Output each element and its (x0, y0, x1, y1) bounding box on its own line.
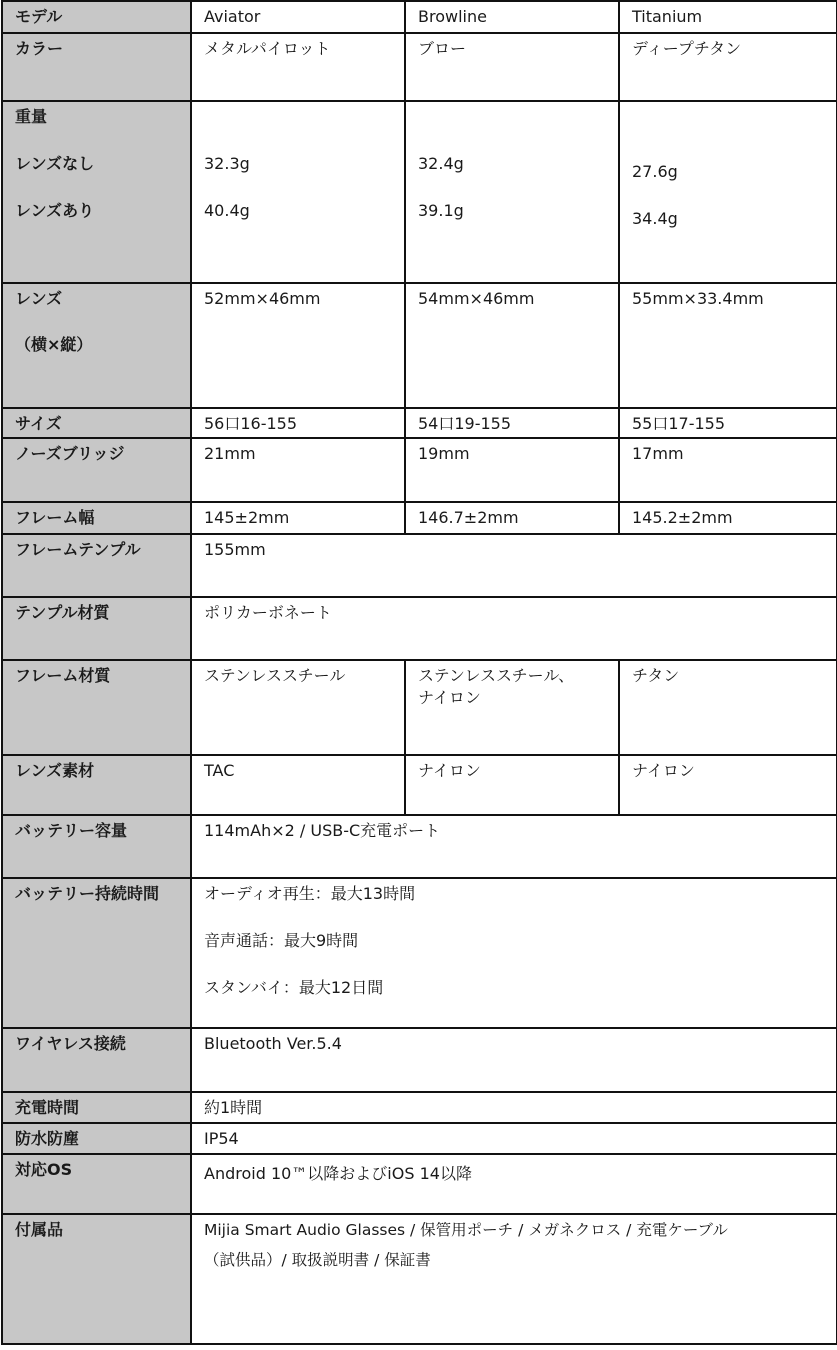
accessories-line2: （試供品）/ 取扱説明書 / 保証書 (204, 1251, 431, 1269)
lens-label: レンズ (15, 289, 63, 308)
frame-material-aviator: ステンレススチール (191, 660, 405, 755)
weight-no-lens-label: レンズなし (15, 154, 95, 173)
weight-label-cell (2, 101, 191, 283)
lens-material-browline: ナイロン (405, 755, 619, 815)
frame-material-browline-line1: ステンレススチール、 (418, 666, 575, 685)
row-weight (2, 101, 837, 283)
size-label: サイズ (2, 408, 191, 438)
battery-life-label: バッテリー持続時間 (2, 878, 191, 1028)
weight-aviator-no-lens: 32.3g (204, 154, 250, 173)
os-label: 対応OS (2, 1154, 191, 1214)
os-value (191, 1154, 837, 1214)
weight-titanium-with-lens: 34.4g (632, 209, 678, 228)
bridge-titanium: 17mm (619, 438, 837, 502)
model-titanium: Titanium (619, 1, 837, 33)
os-value-text: Android 10™以降およびiOS 14以降 (204, 1164, 472, 1183)
lens-browline: 54mm×46mm (405, 283, 619, 408)
lens-titanium: 55mm×33.4mm (619, 283, 837, 408)
waterproof-value: IP54 (191, 1123, 837, 1154)
row-size (2, 408, 837, 438)
row-color (2, 33, 837, 101)
charge-time-value: 約1時間 (191, 1092, 837, 1123)
row-wireless (2, 1028, 837, 1092)
battery-label: バッテリー容量 (2, 815, 191, 878)
temple-material-label: テンプル材質 (2, 597, 191, 660)
battery-life-standby: スタンバイ：最大12日間 (204, 978, 384, 997)
weight-browline (405, 101, 619, 283)
weight-with-lens-label: レンズあり (15, 201, 95, 220)
row-charge-time (2, 1092, 837, 1123)
lens-aviator: 52mm×46mm (191, 283, 405, 408)
size-aviator: 56口16-155 (191, 408, 405, 438)
bridge-browline: 19mm (405, 438, 619, 502)
battery-life-call: 音声通話：最大9時間 (204, 931, 359, 950)
row-lens (2, 283, 837, 408)
row-frame-material (2, 660, 837, 755)
frame-width-label: フレーム幅 (2, 502, 191, 534)
weight-label: 重量 (15, 107, 48, 126)
frame-width-aviator: 145±2mm (191, 502, 405, 534)
row-frame-width (2, 502, 837, 534)
accessories-line1: Mijia Smart Audio Glasses / 保管用ポーチ / メガネクロス / 充電ケーブル (204, 1221, 728, 1239)
bridge-aviator: 21mm (191, 438, 405, 502)
frame-material-browline (405, 660, 619, 755)
weight-aviator (191, 101, 405, 283)
size-browline: 54口19-155 (405, 408, 619, 438)
weight-titanium (619, 101, 837, 283)
bridge-label: ノーズブリッジ (2, 438, 191, 502)
temple-value: 155mm (191, 534, 837, 597)
accessories-label: 付属品 (2, 1214, 191, 1344)
lens-material-aviator: TAC (191, 755, 405, 815)
size-titanium: 55口17-155 (619, 408, 837, 438)
wireless-label: ワイヤレス接続 (2, 1028, 191, 1092)
frame-width-titanium: 145.2±2mm (619, 502, 837, 534)
model-label: モデル (2, 1, 191, 33)
row-accessories (2, 1214, 837, 1344)
weight-browline-with-lens: 39.1g (418, 201, 464, 220)
lens-material-label: レンズ素材 (2, 755, 191, 815)
accessories-value (191, 1214, 837, 1344)
lens-material-titanium: ナイロン (619, 755, 837, 815)
color-browline: ブロー (405, 33, 619, 101)
temple-label: フレームテンプル (2, 534, 191, 597)
frame-material-browline-line2: ナイロン (418, 688, 481, 707)
waterproof-label: 防水防塵 (2, 1123, 191, 1154)
weight-aviator-with-lens: 40.4g (204, 201, 250, 220)
row-temple (2, 534, 837, 597)
color-label: カラー (2, 33, 191, 101)
spec-table (1, 0, 837, 1345)
row-model (2, 1, 837, 33)
row-waterproof (2, 1123, 837, 1154)
battery-life-audio: オーディオ再生：最大13時間 (204, 884, 416, 903)
model-browline: Browline (405, 1, 619, 33)
frame-material-titanium: チタン (619, 660, 837, 755)
wireless-value: Bluetooth Ver.5.4 (191, 1028, 837, 1092)
row-battery-life (2, 878, 837, 1028)
frame-width-browline: 146.7±2mm (405, 502, 619, 534)
color-titanium: ディープチタン (619, 33, 837, 101)
row-bridge (2, 438, 837, 502)
row-temple-material (2, 597, 837, 660)
weight-browline-no-lens: 32.4g (418, 154, 464, 173)
row-lens-material (2, 755, 837, 815)
row-os (2, 1154, 837, 1214)
row-battery (2, 815, 837, 878)
weight-titanium-no-lens: 27.6g (632, 162, 678, 181)
frame-material-label: フレーム材質 (2, 660, 191, 755)
model-aviator: Aviator (191, 1, 405, 33)
battery-value: 114mAh×2 / USB-C充電ポート (191, 815, 837, 878)
lens-label-cell (2, 283, 191, 408)
color-aviator: メタルパイロット (191, 33, 405, 101)
lens-sublabel: （横×縦） (15, 335, 93, 354)
temple-material-value: ポリカーボネート (191, 597, 837, 660)
charge-time-label: 充電時間 (2, 1092, 191, 1123)
battery-life-values (191, 878, 837, 1028)
